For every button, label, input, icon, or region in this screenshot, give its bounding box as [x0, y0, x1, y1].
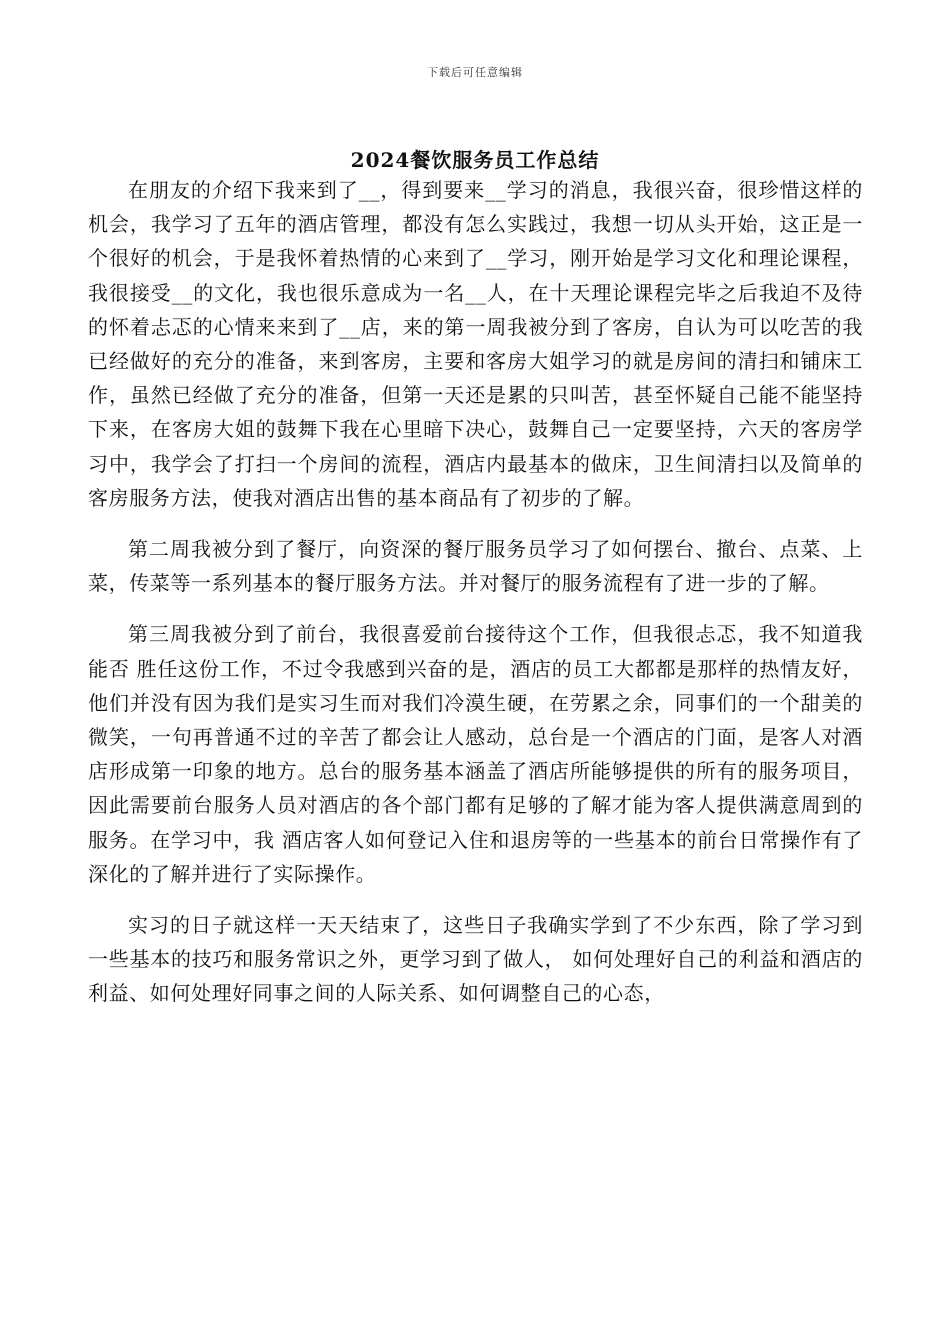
header-note: 下载后可任意编辑: [427, 66, 523, 79]
document-title: 2024餐饮服务员工作总结: [350, 148, 600, 172]
document-body: [88, 173, 863, 1028]
paragraph-2: 第二周我被分到了餐厅，向资深的餐厅服务员学习了如何摆台、撤台、点菜、上菜，传菜等一系列基本的餐厅服务方法。并对餐厅的服务流程有了进一步的了解。: [88, 537, 863, 596]
paragraph-1: 在朋友的介绍下我来到了__，得到要来__学习的消息，我很兴奋，很珍惜这样的机会，我学习了五年的酒店管理，都没有怎么实践过，我想一切从头开始，这正是一个很好的机会，于是我怀着热情的心来到了__学习，刚开始是学习文化和理论课程，我很接受__的文化，我也很乐意成为一名__人，在十天理论课程完毕之后我迫不及待的怀着忐忑的心情来来到了__店，来的第一周我被分到了客房，自认为可以吃苦的我已经做好的充分的准备，来到客房，主要和客房大姐学习的就是房间的清扫和铺床工作，虽然已经做了充分的准备，但第一天还是累的只叫苦，甚至怀疑自己能不能坚持下来，在客房大姐的鼓舞下我在心里暗下决心，鼓舞自己一定要坚持，六天的客房学习中，我学会了打扫一个房间的流程，酒店内最基本的做床，卫生间清扫以及简单的客房服务方法，使我对酒店出售的基本商品有了初步的了解。: [88, 178, 863, 510]
paragraph-4: 实习的日子就这样一天天结束了，这些日子我确实学到了不少东西，除了学习到一些基本的技巧和服务常识之外，更学习到了做人， 如何处理好自己的利益和酒店的利益、如何处理好同事之间的人际关系、如何调整自己的心态，: [88, 913, 863, 1006]
paragraph-3: 第三周我被分到了前台，我很喜爱前台接待这个工作，但我很忐忑，我不知道我能否 胜任这份工作，不过令我感到兴奋的是，酒店的员工大都都是那样的热情友好，他们并没有因为我们是实习生而对我们冷漠生硬，在劳累之余，同事们的一个甜美的微笑，一句再普通不过的辛苦了都会让人感动，总台是一个酒店的门面，是客人对酒店形成第一印象的地方。总台的服务基本涵盖了酒店所能够提供的所有的服务项目，因此需要前台服务人员对酒店的各个部门都有足够的了解才能为客人提供满意周到的服务。在学习中，我 酒店客人如何登记入住和退房等的一些基本的前台日常操作有了深化的了解并进行了实际操作。: [88, 622, 863, 886]
